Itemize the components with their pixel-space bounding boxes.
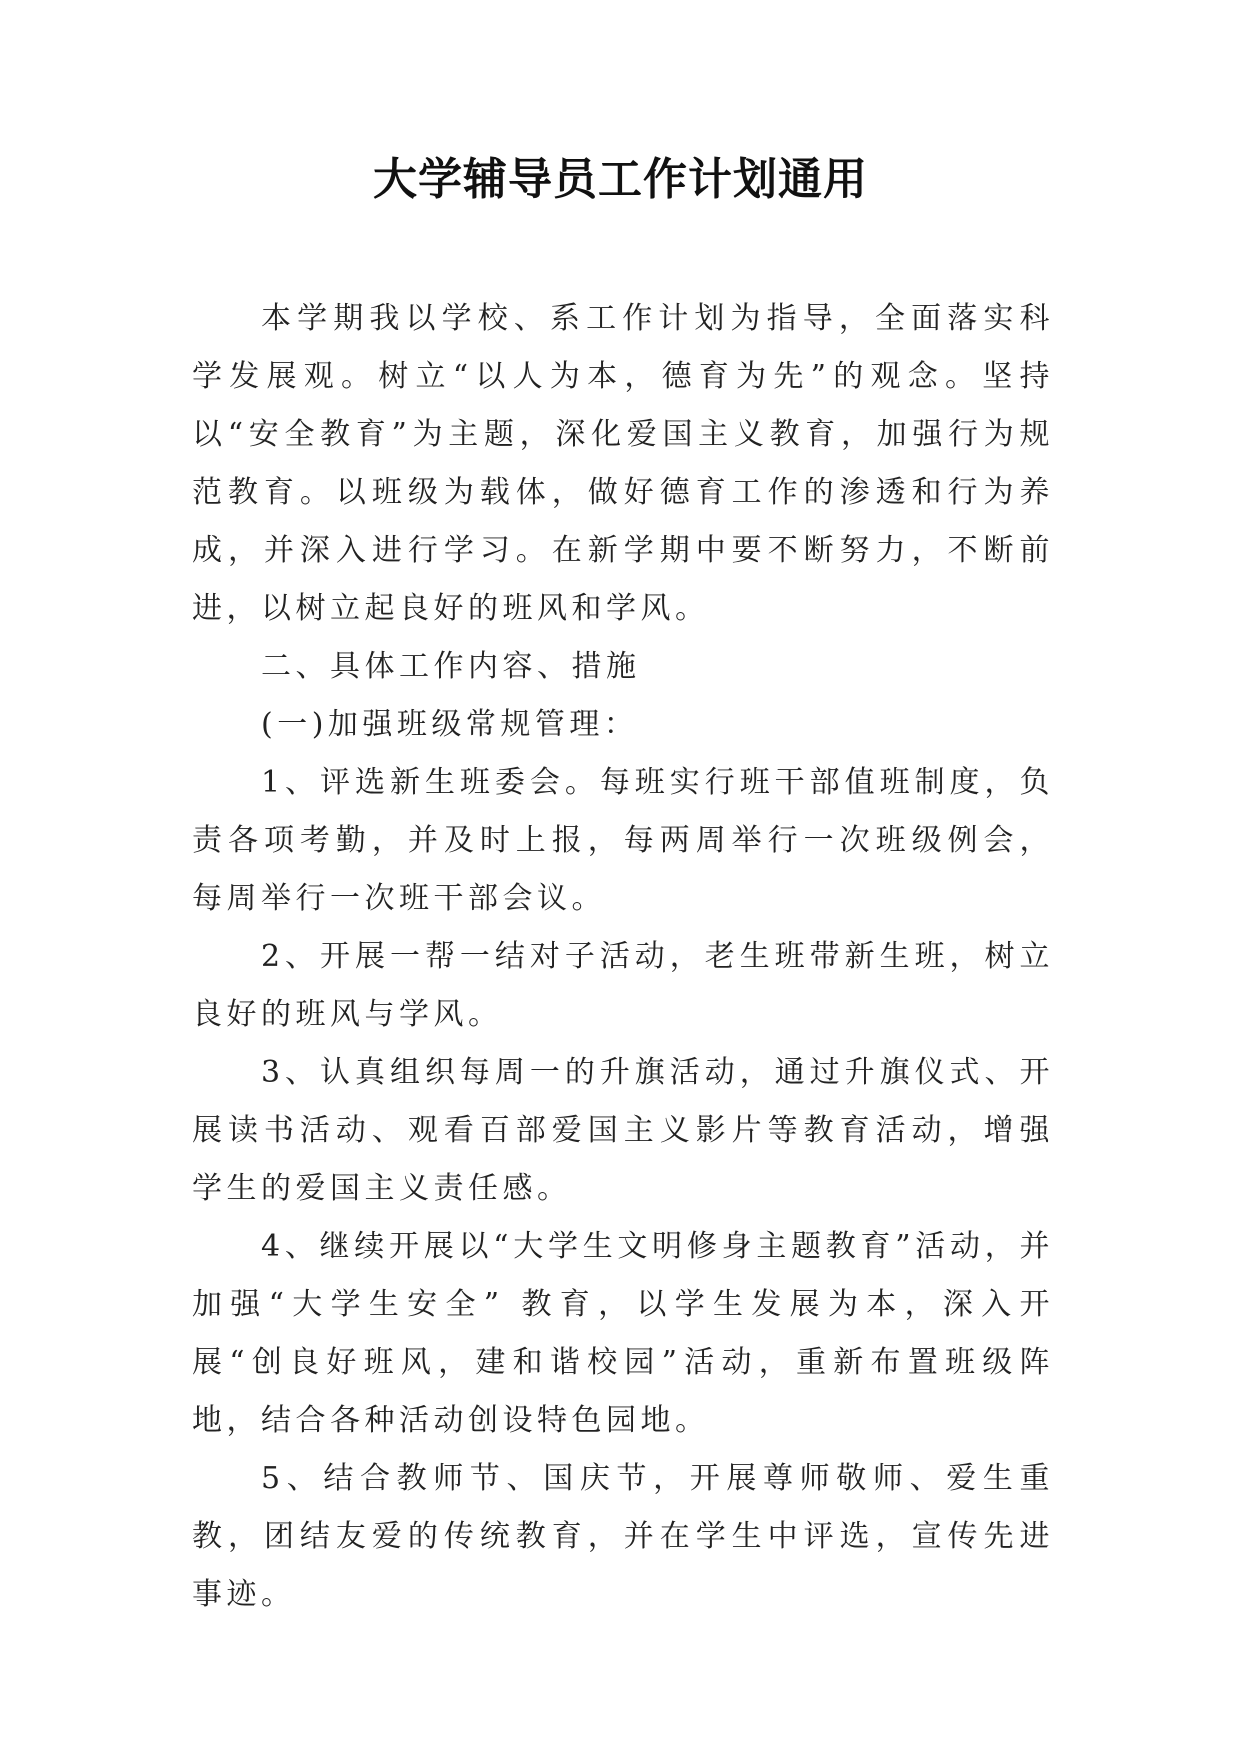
subsection-heading: (一)加强班级常规管理： [261,707,639,742]
paragraph-intro: 本学期我以学校、系工作计划为指导，全面落实科学发展观。树立“以人为本，德育为先”的观念。坚持以“安全教育”为主题，深化爱国主义教育，加强行为规范教育。以班级为载体，做好德育工作的渗透和行为养成，并深入进行学习。在新学期中要不断努力，不断前进，以树立起良好的班风和学风。 [192,301,1054,626]
document-body [192,290,1054,1624]
list-item-4: 4、继续开展以“大学生文明修身主题教育”活动，并加强“大学生安全” 教育，以学生发展为本，深入开展“创良好班风，建和谐校园”活动，重新布置班级阵地，结合各种活动创设特色园地。 [192,1229,1054,1438]
list-item-1: 1、评选新生班委会。每班实行班干部值班制度，负责各项考勤，并及时上报，每两周举行一次班级例会，每周举行一次班干部会议。 [192,765,1054,916]
list-item-3: 3、认真组织每周一的升旗活动，通过升旗仪式、开展读书活动、观看百部爱国主义影片等教育活动，增强学生的爱国主义责任感。 [192,1055,1054,1206]
list-item-2: 2、开展一帮一结对子活动，老生班带新生班，树立良好的班风与学风。 [192,939,1054,1032]
list-item-5: 5、结合教师节、国庆节，开展尊师敬师、爱生重教，团结友爱的传统教育，并在学生中评选，宣传先进事迹。 [192,1461,1054,1612]
document-title: 大学辅导员工作计划通用 [373,154,868,205]
section-heading: 二、具体工作内容、措施 [261,649,641,684]
